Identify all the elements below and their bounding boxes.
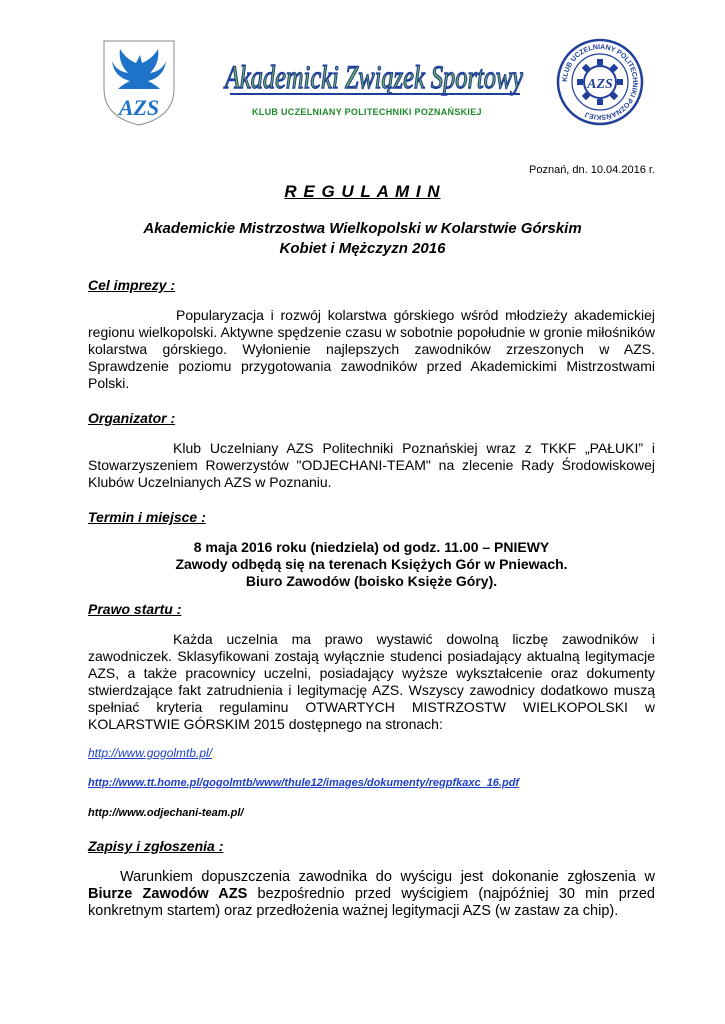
document-date: Poznań, dn. 10.04.2016 r. bbox=[529, 164, 655, 176]
termin-line3: Biuro Zawodów (boisko Księże Góry). bbox=[245, 573, 498, 589]
section-text-zapisy bbox=[88, 869, 655, 920]
link-regulamin-pdf[interactable]: http://www.tt.home.pl/gogolmtb/www/thule12/images/dokumenty/regpfkaxc_16.pdf bbox=[88, 777, 520, 789]
azs-subtitle-text: KLUB UCZELNIANY POLITECHNIKI POZNAŃSKIEJ bbox=[252, 107, 482, 117]
azs-title-text: Akademicki Związek Sportowy bbox=[223, 60, 524, 96]
section-text-cel: Popularyzacja i rozwój kolarstwa górskiego wśród młodzieży akademickiej regionu wielkopolski. Aktywne spędzenie czasu w sobotnie popołudnie w gronie miłośników kolarstwa górskiego. Wyłonienie najlepszych zawodników zrzeszonych w AZS. Sprawdzenie poziomu przygotowania zawodników przed Akademickimi Mistrzostwami Polski. bbox=[88, 307, 655, 391]
document-subtitle-line2: Kobiet i Mężczyzn 2016 bbox=[279, 240, 446, 257]
zapisy-text-pre: Warunkiem dopuszczenia zawodnika do wyścigu jest dokonanie zgłoszenia w bbox=[120, 869, 655, 885]
section-heading-organizator: Organizator : bbox=[88, 410, 176, 426]
termin-line1: 8 maja 2016 roku (niedziela) od godz. 11.00 – PNIEWY bbox=[193, 539, 550, 555]
document-subtitle-line1: Akademickie Mistrzostwa Wielkopolski w Kolarstwie Górskim bbox=[143, 220, 582, 237]
azs-logo-left bbox=[100, 37, 178, 127]
section-heading-termin: Termin i miejsce : bbox=[88, 509, 206, 525]
link-gogolmtb[interactable]: http://www.gogolmtb.pl/ bbox=[88, 746, 213, 760]
section-heading-cel: Cel imprezy : bbox=[88, 277, 176, 293]
kup-logo-center-text: AZS bbox=[587, 77, 613, 92]
kup-logo-right bbox=[556, 38, 644, 126]
azs-logo-left-text: AZS bbox=[118, 95, 160, 120]
section-heading-prawo: Prawo startu : bbox=[88, 601, 182, 617]
section-text-prawo: Każda uczelnia ma prawo wystawić dowolną liczbę zawodników i zawodniczek. Sklasyfikowani zostają wyłącznie studenci posiadający aktualną legitymacje AZS, a także pracownicy uczelni, posiadający wyższe wykształcenie oraz dokumenty stwierdzające fakt zatrudnienia i legitymację AZS. Wszyscy zawodnicy dodatkowo muszą spełniać kryteria regulaminu OTWARTYCH MISTRZOSTW WIELKOPOLSKI w KOLARSTWIE GÓRSKIM 2015 dostępnego na stronach: bbox=[88, 631, 655, 732]
zapisy-text-post: bezpośrednio przed wyścigiem (najpóźniej 30 min przed konkretnym startem) oraz przedłożenia ważnej legitymacji AZS (w zastaw za chip). bbox=[88, 886, 655, 919]
zapisy-text-bold: Biurze Zawodów AZS bbox=[88, 886, 248, 902]
azs-title-logo bbox=[222, 52, 527, 122]
section-heading-zapisy: Zapisy i zgłoszenia : bbox=[88, 838, 224, 854]
kup-ring-text: KLUB UCZELNIANY POLITECHNIKI POZNAŃSKIEJ bbox=[561, 43, 639, 121]
section-text-organizator: Klub Uczelniany AZS Politechniki Poznańskiej wraz z TKKF „PAŁUKI” i Stowarzyszeniem Rowerzystów "ODJECHANI-TEAM" na zlecenie Rady Środowiskowej Klubów Uczelnianych AZS w Poznaniu. bbox=[88, 440, 655, 490]
link-odjechani-team[interactable]: http://www.odjechani-team.pl/ bbox=[88, 807, 244, 819]
document-title: R E G U L A M I N bbox=[284, 182, 441, 201]
termin-line2: Zawody odbędą się na terenach Księżych Gór w Pniewach. bbox=[175, 556, 568, 572]
